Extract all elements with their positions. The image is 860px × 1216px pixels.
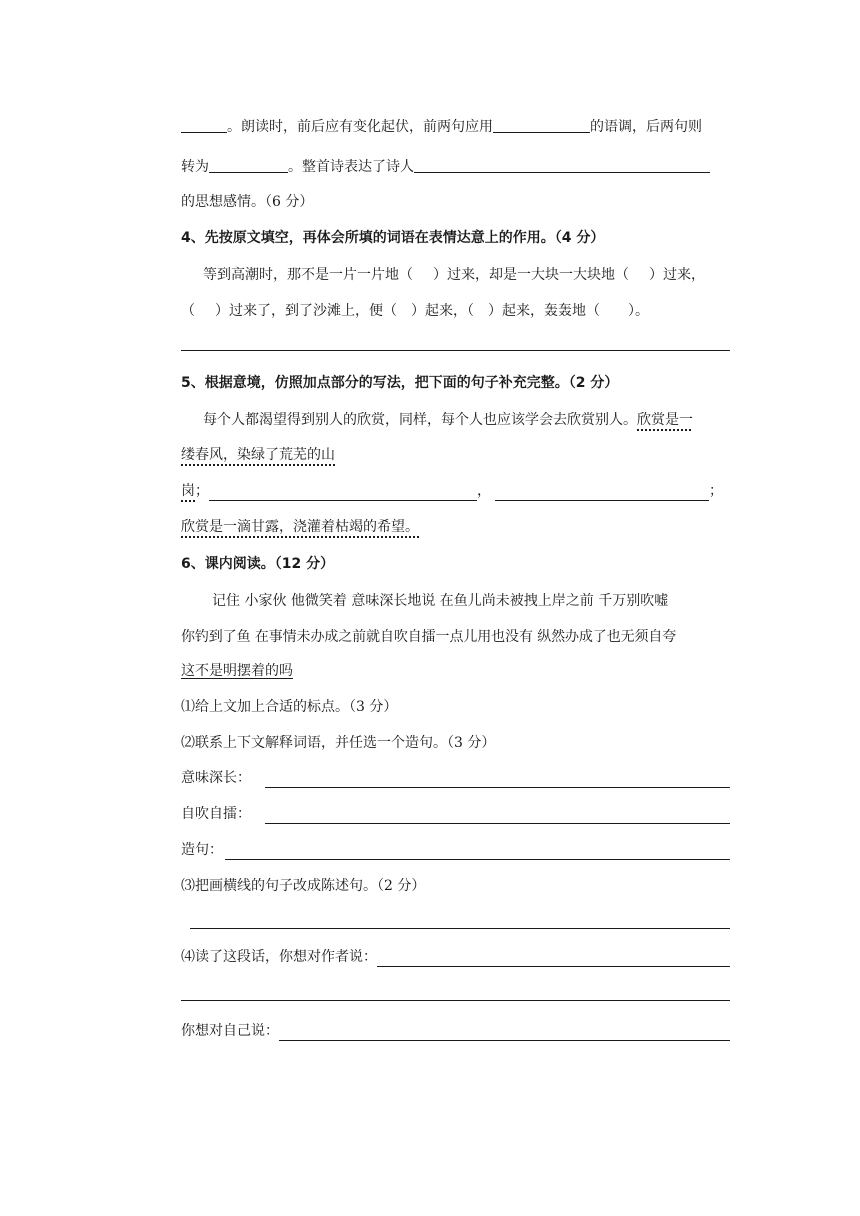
q6-heading: 6、课内阅读。（12 分） xyxy=(181,556,335,572)
q3-line-2: 转为 。整首诗表达了诗人 xyxy=(181,157,730,177)
q5-passage-line-1: 每个人都渴望得到别人的欣赏，同样，每个人也应该学会去欣赏别人。欣赏是一 xyxy=(203,412,693,428)
q6-passage-line-2: 你钓到了鱼 在事情未办成之前就自吹自擂一点儿用也没有 纵然办成了也无须自夸 xyxy=(181,629,677,645)
answer-line[interactable] xyxy=(265,772,730,788)
q6-sub-question-3: ⑶把画横线的句子改成陈述句。（2 分） xyxy=(181,878,426,894)
answer-blank[interactable] xyxy=(414,157,710,173)
q4-passage-line-1: 等到高潮时，那不是一片一片地（ ）过来，却是一大块一大块地（ ）过来， xyxy=(203,267,705,283)
q6-sub-question-5: 你想对自己说： xyxy=(181,1021,730,1041)
dotted-example-text: 缕春风，染绿了荒芜的山 xyxy=(181,447,335,463)
answer-line[interactable] xyxy=(377,951,730,967)
q4-passage-line-2: （ ）过来了，到了沙滩上，便（ ）起来，（ ）起来，轰轰地（ ）。 xyxy=(181,303,649,319)
answer-blank[interactable] xyxy=(495,485,709,501)
underlined-sentence: 这不是明摆着的吗 xyxy=(181,663,293,679)
q6-sub-question-4: ⑷读了这段话，你想对作者说： xyxy=(181,947,730,967)
dotted-example-text: 岗 xyxy=(181,483,195,499)
answer-blank[interactable] xyxy=(209,157,288,173)
answer-blank[interactable] xyxy=(493,117,590,133)
q4-heading: 4、先按原文填空，再体会所填的词语在表情达意上的作用。（4 分） xyxy=(181,230,605,246)
q5-heading: 5、根据意境，仿照加点部分的写法，把下面的句子补充完整。（2 分） xyxy=(181,375,619,391)
q3-line-3: 的思想感情。（6 分） xyxy=(181,194,314,210)
term-row-2: 自吹自擂： xyxy=(181,804,730,824)
sentence-row: 造句： xyxy=(181,840,730,860)
q6-sub-question-1: ⑴给上文加上合适的标点。（3 分） xyxy=(181,699,398,715)
q5-fill-line: 岗 ； ， ； xyxy=(181,483,723,499)
q6-passage-line-1: 记住 小家伙 他微笑着 意味深长地说 在鱼儿尚未被拽上岸之前 千万别吹嘘 xyxy=(212,593,669,609)
dotted-example-text: 欣赏是一滴甘露，浇灌着枯竭的希望。 xyxy=(181,519,419,535)
q5-passage-line-4 xyxy=(181,517,730,537)
answer-blank[interactable] xyxy=(209,485,477,501)
dotted-example-text: 欣赏是一 xyxy=(637,412,693,428)
q5-passage-line-2 xyxy=(181,445,730,465)
answer-line[interactable] xyxy=(181,350,730,351)
answer-line[interactable] xyxy=(190,928,730,929)
q6-passage-line-3 xyxy=(181,661,730,681)
answer-line[interactable] xyxy=(181,1000,730,1001)
q3-line-1: 。朗读时，前后应有变化起伏，前两句应用 的语调，后两句则 xyxy=(181,117,730,137)
q6-sub-question-2: ⑵联系上下文解释词语，并任选一个造句。（3 分） xyxy=(181,735,496,751)
answer-line[interactable] xyxy=(265,808,730,824)
answer-line[interactable] xyxy=(279,1025,730,1041)
answer-blank[interactable] xyxy=(181,117,227,133)
answer-line[interactable] xyxy=(225,844,730,860)
term-row-1: 意味深长： xyxy=(181,768,730,788)
